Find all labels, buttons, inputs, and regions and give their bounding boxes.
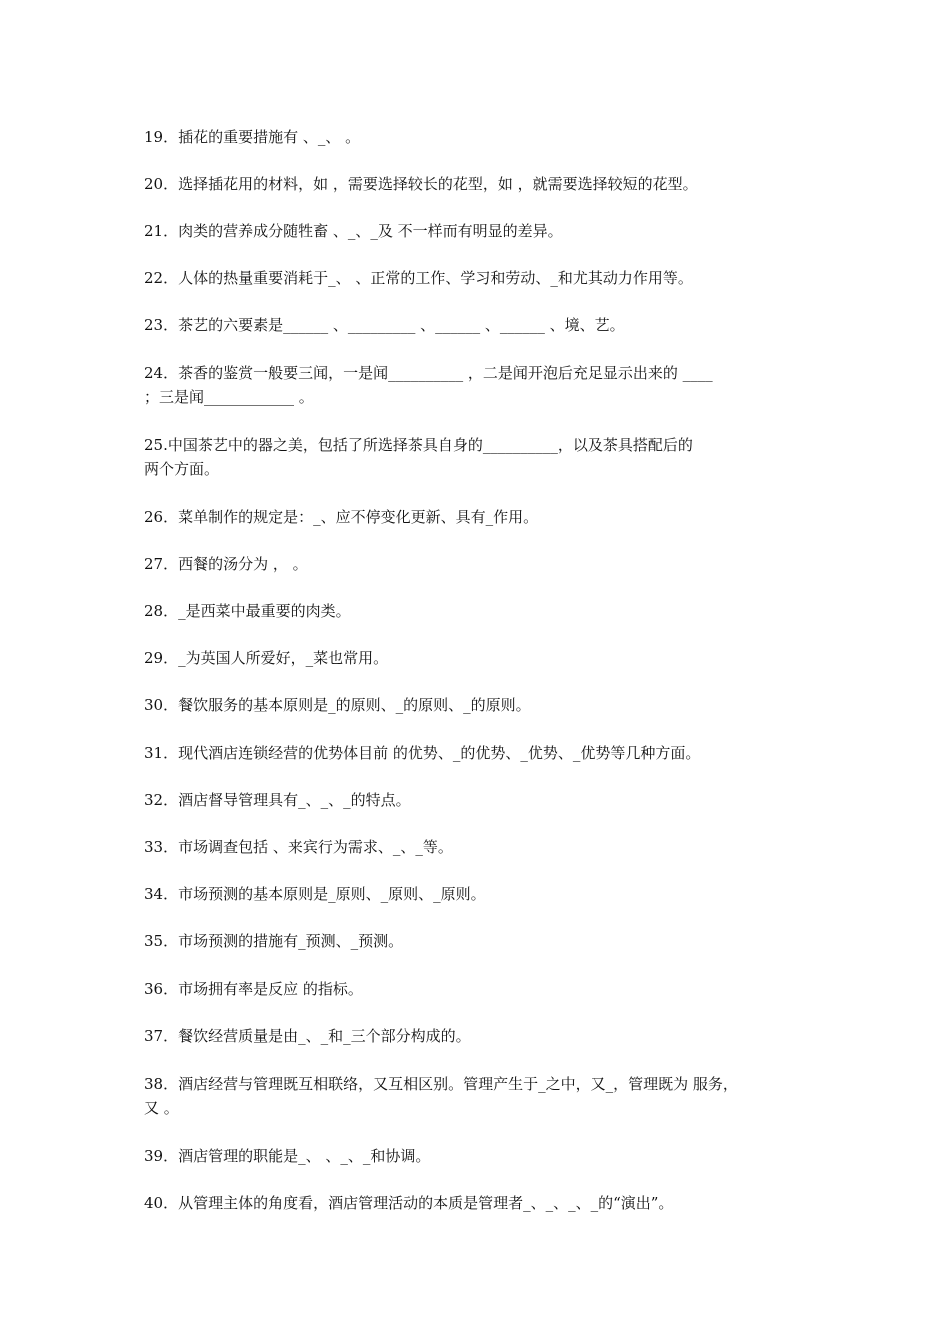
question-25-line-2: 两个方面。 [144,460,220,478]
question-26: 26．菜单制作的规定是：_、应不停变化更新、具有_作用。 [144,508,539,526]
question-33: 33．市场调查包括 、来宾行为需求、_、_等。 [144,838,453,856]
question-28: 28．_是西菜中最重要的肉类。 [144,602,351,620]
question-25 [144,433,810,481]
question-35: 35．市场预测的措施有_预测、_预测。 [144,932,404,950]
question-34: 34．市场预测的基本原则是_原则、_原则、_原则。 [144,885,486,903]
question-39: 39．酒店管理的职能是_、 、_、_和协调。 [144,1147,431,1165]
question-37: 37．餐饮经营质量是由_、_和_三个部分构成的。 [144,1027,471,1045]
question-22: 22．人体的热量重要消耗于_、 、正常的工作、学习和劳动、_和尤其动力作用等。 [144,269,693,287]
question-25-line-1: 25.中国茶艺中的器之美，包括了所选择茶具自身的__________，以及茶具搭配后的 [144,436,693,454]
question-38-line-1: 38．酒店经营与管理既互相联络，又互相区别。管理产生于_之中，又_，管理既为 服务， [144,1075,738,1093]
question-30: 30．餐饮服务的基本原则是_的原则、_的原则、_的原则。 [144,696,531,714]
question-24-line-1: 24．茶香的鉴赏一般要三闻，一是闻__________ ，二是闻开泡后充足显示出来的 ____ [144,364,713,382]
question-32: 32．酒店督导管理具有_、_、_的特点。 [144,791,411,809]
question-20: 20．选择插花用的材料，如 ，需要选择较长的花型，如 ，就需要选择较短的花型。 [144,175,698,193]
question-36: 36．市场拥有率是反应 的指标。 [144,980,363,998]
question-21: 21．肉类的营养成分随牲畜 、_、_及 不一样而有明显的差异。 [144,222,563,240]
question-24 [144,361,810,409]
question-31: 31．现代酒店连锁经营的优势体目前 的优势、_的优势、_优势、_优势等几种方面。 [144,744,701,762]
question-24-line-2: ；三是闻____________ 。 [144,388,314,406]
question-38-line-2: 又 。 [144,1099,179,1117]
question-29: 29．_为英国人所爱好，_菜也常用。 [144,649,389,667]
question-27: 27．西餐的汤分为 ， 。 [144,555,308,573]
question-38 [144,1072,810,1120]
question-40: 40．从管理主体的角度看，酒店管理活动的本质是管理者_、_、_、_的“演出”。 [144,1194,674,1212]
question-23: 23．茶艺的六要素是______ 、_________ 、______ 、______ 、境、艺。 [144,316,625,334]
question-19: 19．插花的重要措施有 、_、 。 [144,128,361,146]
